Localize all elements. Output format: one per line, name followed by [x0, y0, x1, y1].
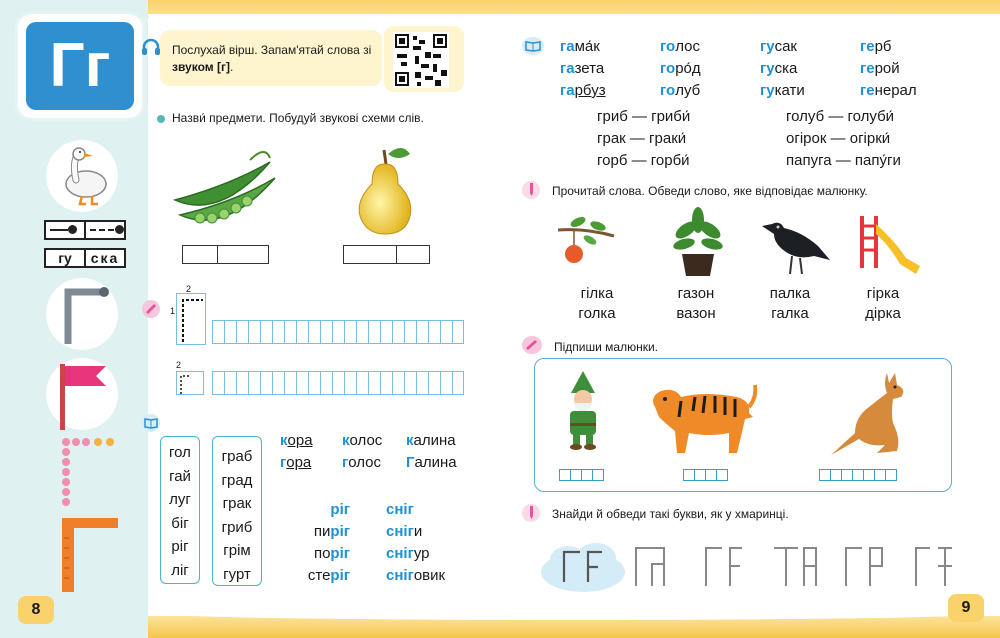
gu-column [760, 36, 805, 102]
caption-option[interactable]: дірка [865, 305, 901, 322]
word: грак [222, 495, 252, 512]
flag-icon [46, 358, 118, 430]
ruler-icon [62, 518, 122, 592]
caption-option[interactable]: газон [677, 285, 715, 302]
label-cells-gnome[interactable] [559, 469, 603, 481]
plural-pair: голуб — голуби́ [786, 108, 895, 125]
task3-instruction: Прочитай слова. Обведи слово, яке відповідає малюнку. [552, 184, 868, 198]
snig-word: сніги [386, 523, 423, 540]
letter-g-small-sample-icon [177, 372, 205, 396]
crow-picture [758, 216, 832, 276]
goose-picture [46, 140, 118, 212]
word: луг [169, 491, 191, 508]
syllable-word: генерал [860, 82, 917, 99]
syllable-word: горо́д [660, 60, 701, 77]
letter-card [18, 14, 142, 118]
task5-instruction: Знайди й обведи такі букви, як у хмаринці. [552, 507, 789, 521]
rig-word: ріг [330, 501, 350, 518]
sound-scheme [44, 220, 126, 268]
peas-icon [170, 140, 280, 240]
flag-picture [46, 358, 118, 430]
task1-instruction: Послухай вірш. Запам'ятай слова зі [172, 43, 372, 57]
letter-g-sample-icon [177, 294, 207, 346]
caption-option[interactable]: палка [769, 285, 811, 302]
plural-pair: папуга — папу́ги [786, 152, 901, 169]
syllable-word: гарбуз [560, 82, 606, 99]
pair-word: кора [280, 432, 313, 449]
ge-column [860, 36, 917, 102]
pencil-icon [522, 503, 540, 523]
plural-pair: гриб — гриби́ [597, 108, 691, 125]
letter-sample-box-2 [176, 371, 204, 395]
bullet-dot [157, 115, 165, 123]
writing-num-left: 1 [170, 306, 176, 316]
slide-picture [856, 210, 922, 276]
snig-word: снігур [386, 545, 430, 562]
beads-letter-picture [60, 436, 120, 506]
letter-options-row[interactable] [630, 542, 970, 590]
slide-icon [856, 210, 922, 276]
ruler-letter-picture [62, 518, 122, 592]
pencil-icon [142, 300, 160, 318]
page-number-right: 9 [948, 594, 984, 622]
snig-word-list [386, 499, 476, 587]
labeling-frame [534, 358, 952, 492]
rig-word-list [290, 499, 350, 587]
word: грім [223, 542, 251, 559]
writing-num-top: 2 [186, 284, 192, 294]
sound-scheme-cells-peas[interactable] [182, 245, 269, 264]
word: град [221, 471, 253, 489]
pear-picture [350, 140, 420, 236]
plural-pair: грак — граки́ [597, 130, 687, 147]
word: граб [221, 448, 253, 465]
caption-option[interactable]: гілка [580, 285, 614, 302]
pair-word: Галина [406, 454, 457, 471]
gnome-icon [561, 369, 605, 451]
caption-option[interactable]: вазон [676, 305, 716, 322]
caption-pair-3[interactable] [745, 284, 835, 324]
syllable-word: голос [660, 38, 700, 55]
task2-instruction: Назви́ предмети. Побудуй звукові схеми слів. [172, 111, 424, 125]
word: ріг [171, 538, 189, 555]
nail-picture [46, 278, 118, 350]
word: гай [169, 467, 191, 485]
branch-picture [556, 210, 616, 270]
syllable-word: голуб [660, 82, 701, 99]
book-icon [142, 414, 160, 432]
pair-word: колос [342, 432, 383, 449]
headphones-icon[interactable] [140, 36, 162, 58]
kangaroo-icon [827, 367, 921, 459]
task4-instruction: Підпиши малюнки. [554, 340, 658, 354]
word-column-1 [160, 436, 200, 584]
word-column-2 [212, 436, 262, 586]
cloud-sample [538, 538, 628, 594]
caption-option[interactable]: галка [771, 305, 809, 322]
pair-word: гора [280, 454, 312, 471]
pear-icon [350, 140, 420, 236]
qr-code-panel[interactable] [384, 26, 464, 92]
syllable-word: гама́к [560, 38, 600, 55]
plural-pairs-left [597, 106, 690, 172]
houseplant-icon [670, 206, 726, 278]
caption-pair-1[interactable] [552, 284, 642, 324]
syllable-word: гукати [760, 82, 805, 99]
word: гурт [223, 565, 251, 583]
nail-icon [46, 278, 118, 350]
plural-pair: горб — горби́ [597, 152, 690, 169]
rig-word: пиріг [313, 523, 350, 540]
page-number-left: 8 [18, 596, 54, 624]
syllable-word: герб [860, 38, 892, 55]
syllable-word: гуска [760, 60, 798, 77]
crow-icon [758, 216, 832, 276]
letter-shapes-icon[interactable] [630, 542, 970, 590]
rig-word: поріг [313, 545, 350, 562]
cloud-icon [538, 538, 628, 594]
book-icon [522, 37, 544, 55]
syllable-word: газета [560, 60, 605, 77]
pair-word: калина [406, 432, 456, 449]
sound-scheme-cells-pear[interactable] [343, 245, 430, 264]
label-cells-tiger[interactable] [683, 469, 727, 481]
pair-word: голос [342, 454, 382, 471]
word: гриб [221, 518, 253, 536]
syllable-1: гу [46, 250, 86, 266]
writing-line-2[interactable] [212, 371, 464, 395]
caption-pair-4[interactable] [838, 284, 928, 324]
branch-icon [556, 210, 616, 270]
peas-picture [170, 140, 280, 240]
snig-word: сніговик [386, 567, 446, 584]
writing-line-1[interactable] [212, 320, 464, 344]
pencil-icon [522, 180, 540, 200]
label-cells-kangaroo[interactable] [819, 469, 896, 481]
syllable-word: герой [860, 60, 900, 77]
tiger-icon [645, 377, 757, 459]
houseplant-picture [670, 206, 726, 278]
caption-pair-2[interactable] [651, 284, 741, 324]
pencil-icon [522, 336, 542, 354]
plural-pairs-right [786, 106, 901, 172]
task1-instruction-bold: звуком [г] [172, 60, 230, 74]
qr-code-icon [393, 32, 449, 88]
syllable-2: ска [90, 250, 120, 266]
writing-num-top-2: 2 [176, 360, 182, 370]
syllable-word: гусак [760, 38, 797, 55]
ga-column [560, 36, 606, 102]
letter-sample-box [176, 293, 206, 345]
word: гол [169, 444, 191, 461]
word: ліг [171, 561, 189, 579]
beads-icon [60, 436, 120, 506]
rig-word: стеріг [307, 567, 350, 584]
plural-pair: огірок — огірки́ [786, 130, 891, 147]
caption-option[interactable]: гірка [866, 285, 900, 302]
caption-option[interactable]: голка [578, 305, 616, 322]
go-column [660, 36, 701, 102]
snig-word: сніг [386, 501, 414, 518]
big-letter: Гг [26, 22, 134, 110]
instruction-bubble: Послухай вірш. Запам'ятай слова зі звуком [г]. [160, 30, 382, 86]
goose-icon [46, 140, 118, 212]
word: біг [171, 514, 189, 532]
